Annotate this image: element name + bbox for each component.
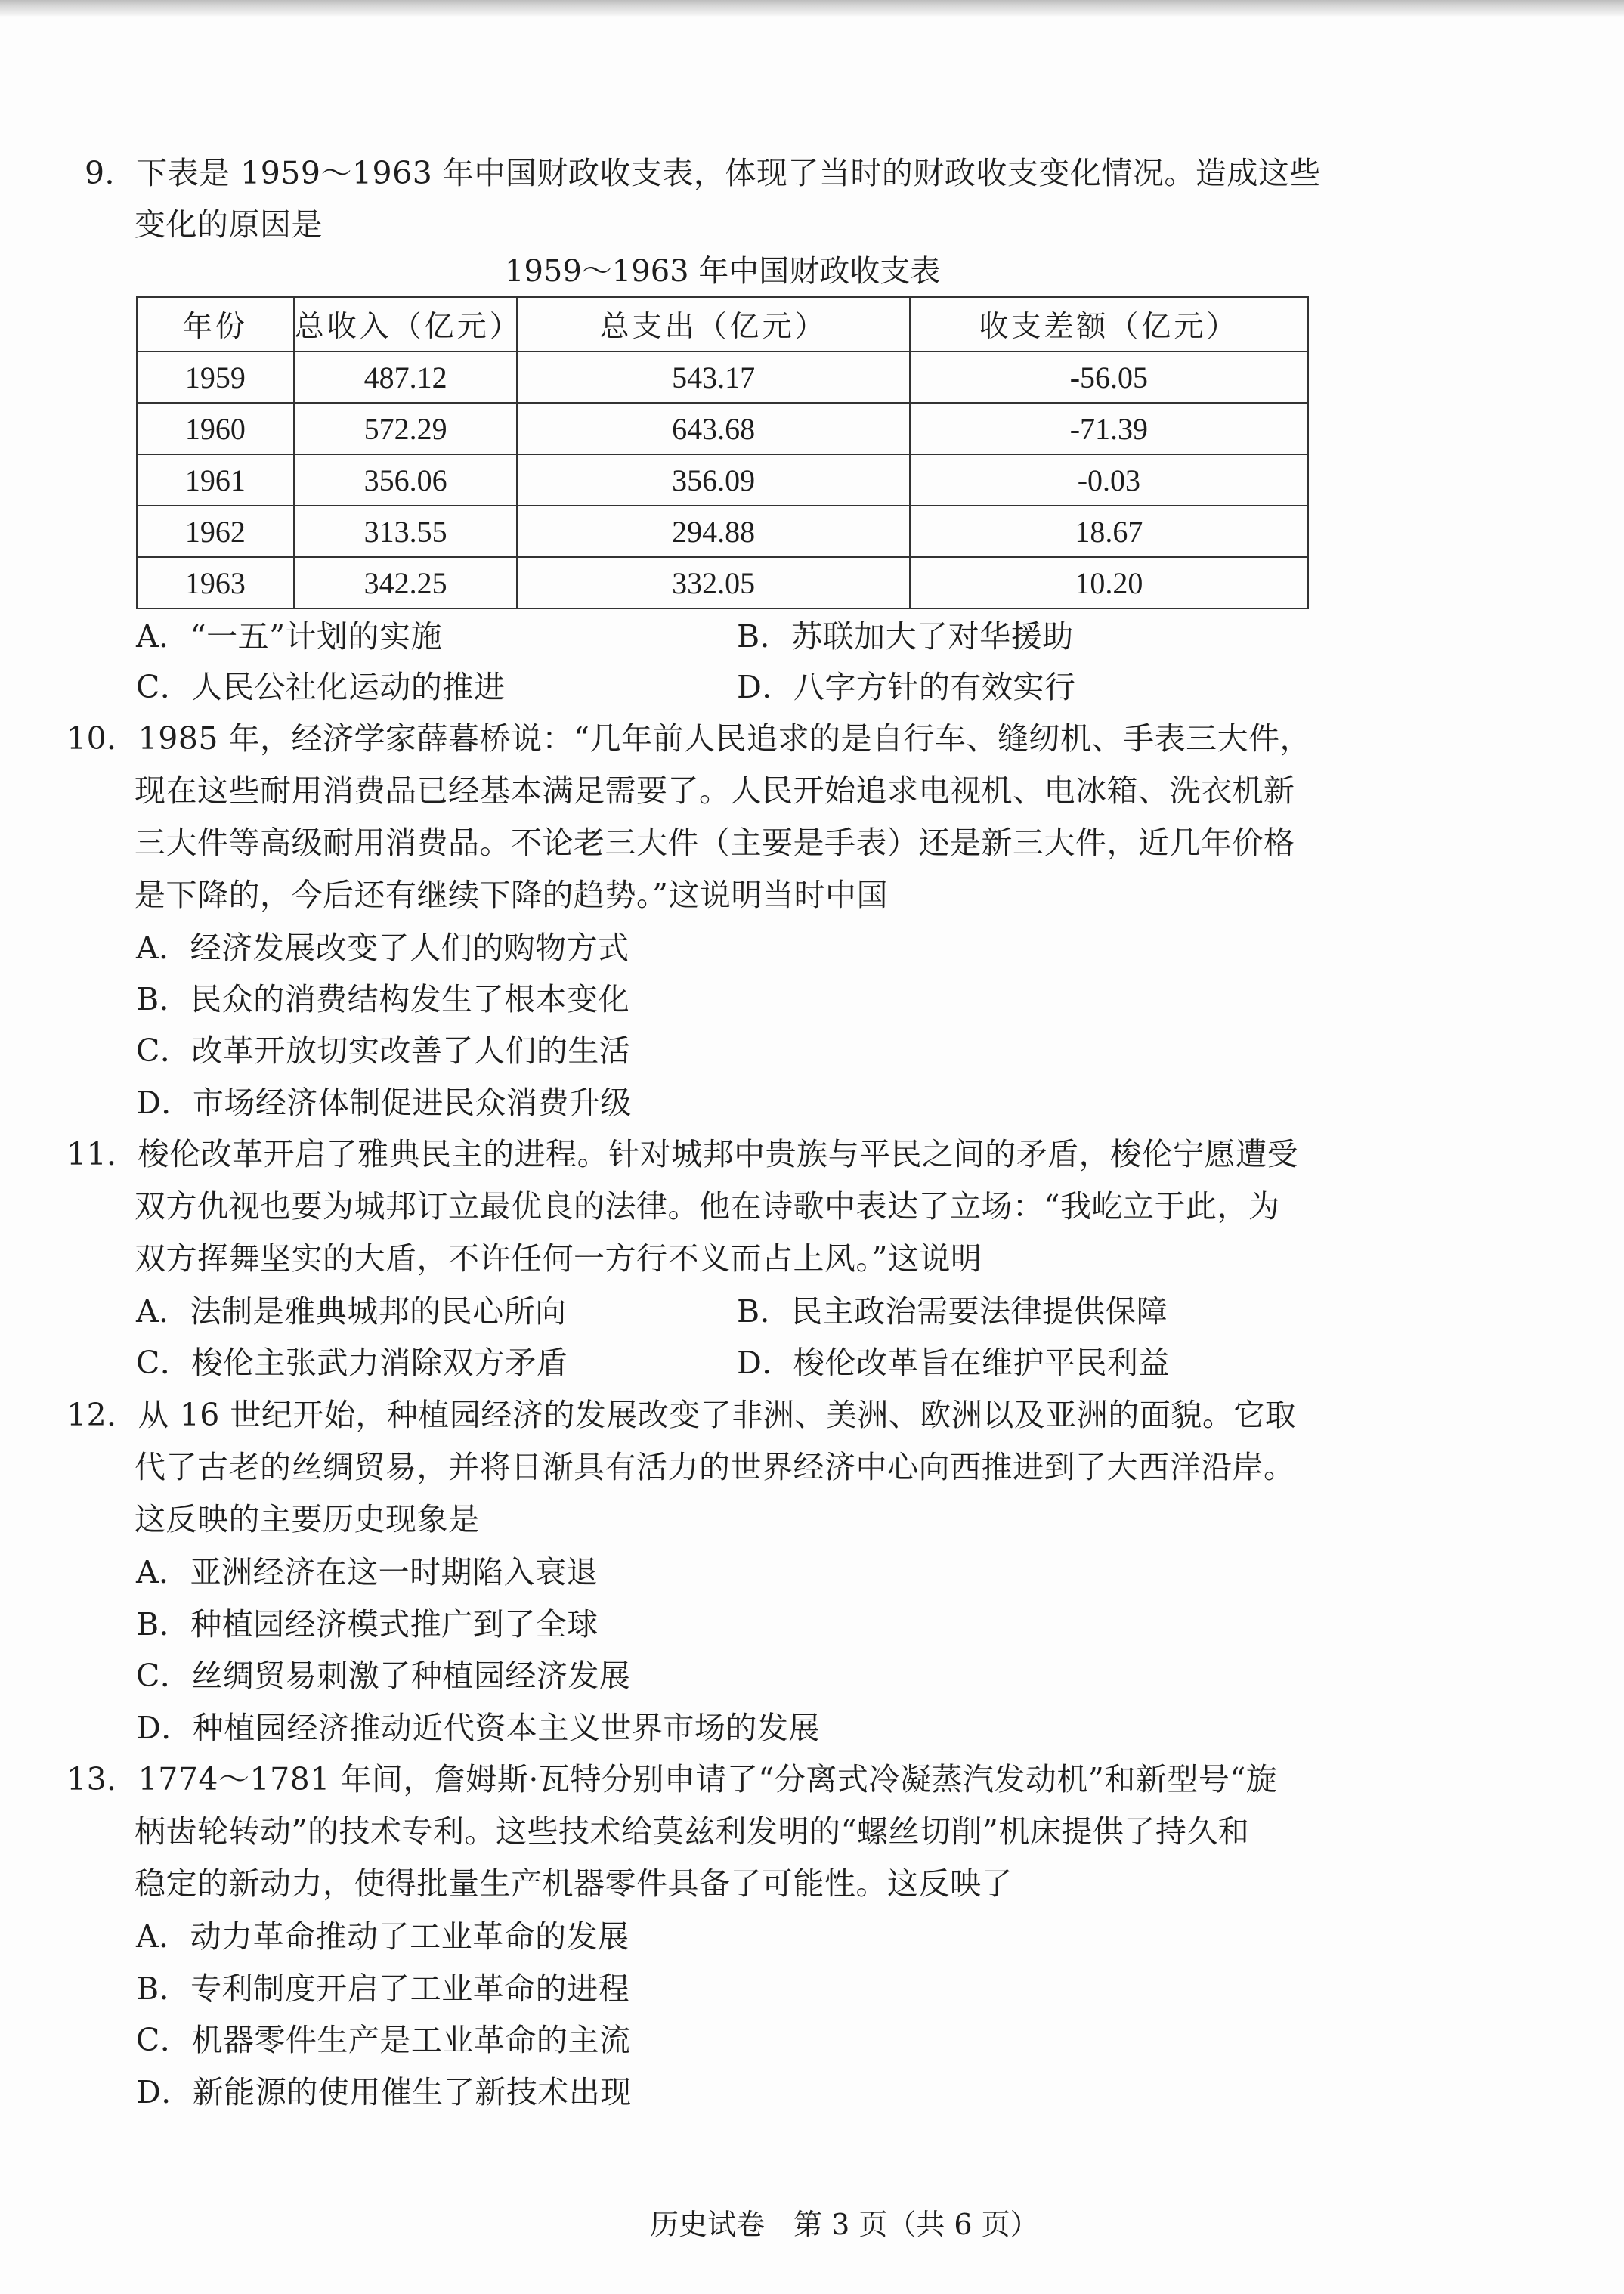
q9-option-a[interactable]: A．“一五”计划的实施	[136, 618, 443, 655]
q11-number: 11．	[67, 1136, 138, 1172]
q10-option-c[interactable]: C．改革开放切实改善了人们的生活	[136, 1032, 631, 1069]
q9-number: 9．	[85, 155, 137, 191]
finance-table	[136, 296, 1309, 609]
cell-year: 1961	[137, 454, 294, 506]
q13-option-c[interactable]: C．机器零件生产是工业革命的主流	[136, 2022, 631, 2058]
header-expenditure: 总支出（亿元）	[517, 297, 909, 351]
q12-option-b[interactable]: B．种植园经济模式推广到了全球	[136, 1606, 599, 1642]
q13-option-b[interactable]: B．专利制度开启了工业革命的进程	[136, 1970, 630, 2007]
q10-option-d[interactable]: D．市场经济体制促进民众消费升级	[136, 1085, 632, 1121]
q13-line3: 稳定的新动力，使得批量生产机器零件具备了可能性。这反映了	[135, 1865, 1013, 1902]
q10-number: 10．	[67, 720, 138, 757]
header-revenue: 总收入（亿元）	[294, 297, 518, 351]
q11-line2: 双方仇视也要为城邦订立最优良的法律。他在诗歌中表达了立场：“我屹立于此，为	[135, 1188, 1280, 1224]
cell-year: 1963	[137, 557, 294, 608]
table-row	[137, 454, 1308, 506]
q13-option-d[interactable]: D．新能源的使用催生了新技术出现	[136, 2074, 632, 2110]
cell-revenue: 342.25	[294, 557, 518, 608]
table-row	[137, 506, 1308, 557]
cell-revenue: 572.29	[294, 403, 518, 454]
cell-year: 1960	[137, 403, 294, 454]
q10-line4: 是下降的，今后还有继续下降的趋势。”这说明当时中国	[135, 877, 888, 913]
cell-expenditure: 643.68	[517, 403, 909, 454]
q9-option-c[interactable]: C．人民公社化运动的推进	[136, 669, 506, 705]
q12-line3: 这反映的主要历史现象是	[135, 1501, 480, 1537]
q10-option-b[interactable]: B．民众的消费结构发生了根本变化	[136, 981, 630, 1017]
q12-number: 12．	[67, 1397, 138, 1433]
q13-option-a[interactable]: A．动力革命推动了工业革命的发展	[136, 1918, 629, 1955]
cell-expenditure: 356.09	[517, 454, 909, 506]
cell-revenue: 487.12	[294, 351, 518, 403]
cell-balance: -56.05	[910, 351, 1308, 403]
q11-stem-1: 梭伦改革开启了雅典民主的进程。针对城邦中贵族与平民之间的矛盾，梭伦宁愿遭受	[138, 1136, 1299, 1172]
q13-stem-1: 1774～1781 年间，詹姆斯·瓦特分别申请了“分离式冷凝蒸汽发动机”和新型号“旋	[138, 1761, 1278, 1797]
q12-option-a[interactable]: A．亚洲经济在这一时期陷入衰退	[136, 1554, 599, 1590]
table-header-row	[137, 297, 1308, 351]
q12-stem-1: 从 16 世纪开始，种植园经济的发展改变了非洲、美洲、欧洲以及亚洲的面貌。它取	[138, 1397, 1297, 1433]
q13-number: 13．	[67, 1761, 138, 1797]
cell-balance: 18.67	[910, 506, 1308, 557]
cell-balance: -71.39	[910, 403, 1308, 454]
q10-line3: 三大件等高级耐用消费品。不论老三大件（主要是手表）还是新三大件，近几年价格	[135, 825, 1295, 861]
q11-line3: 双方挥舞坚实的大盾，不许任何一方行不义而占上风。”这说明	[135, 1240, 982, 1277]
q11-option-d[interactable]: D．梭伦改革旨在维护平民利益	[737, 1345, 1170, 1381]
q11-option-b[interactable]: B．民主政治需要法律提供保障	[737, 1293, 1168, 1330]
q12-option-c[interactable]: C．丝绸贸易刺激了种植园经济发展	[136, 1658, 631, 1694]
table-row	[137, 351, 1308, 403]
table-row	[137, 403, 1308, 454]
cell-revenue: 356.06	[294, 454, 518, 506]
q10-option-a[interactable]: A．经济发展改变了人们的购物方式	[136, 930, 629, 966]
q11-option-a[interactable]: A．法制是雅典城邦的民心所向	[136, 1293, 567, 1330]
q9-option-d[interactable]: D．八字方针的有效实行	[737, 669, 1076, 705]
q10-stem-1: 1985 年，经济学家薛暮桥说：“几年前人民追求的是自行车、缝纫机、手表三大件，	[138, 720, 1312, 757]
cell-expenditure: 332.05	[517, 557, 909, 608]
q13-line2: 柄齿轮转动”的技术专利。这些技术给莫兹利发明的“螺丝切削”机床提供了持久和	[135, 1813, 1250, 1850]
q13-line1	[67, 1757, 1277, 1801]
cell-balance: -0.03	[910, 454, 1308, 506]
cell-expenditure: 543.17	[517, 351, 909, 403]
page-footer: 历史试卷 第 3 页（共 6 页）	[650, 2208, 1039, 2241]
q11-line1	[67, 1132, 1298, 1176]
q9-table-title: 1959～1963 年中国财政收支表	[505, 254, 941, 289]
table-row	[137, 557, 1308, 608]
cell-balance: 10.20	[910, 557, 1308, 608]
cell-year: 1959	[137, 351, 294, 403]
cell-year: 1962	[137, 506, 294, 557]
q9-line1	[85, 151, 1321, 195]
q9-option-b[interactable]: B．苏联加大了对华援助	[737, 618, 1074, 655]
header-year: 年份	[137, 297, 294, 351]
q12-line1	[67, 1393, 1296, 1437]
q10-line1	[67, 717, 1311, 760]
q12-option-d[interactable]: D．种植园经济推动近代资本主义世界市场的发展	[136, 1710, 820, 1746]
q10-line2: 现在这些耐用消费品已经基本满足需要了。人民开始追求电视机、电冰箱、洗衣机新	[135, 772, 1295, 809]
cell-revenue: 313.55	[294, 506, 518, 557]
q9-line2: 变化的原因是	[135, 206, 323, 243]
q11-option-c[interactable]: C．梭伦主张武力消除双方矛盾	[136, 1345, 568, 1381]
cell-expenditure: 294.88	[517, 506, 909, 557]
q12-line2: 代了古老的丝绸贸易，并将日渐具有活力的世界经济中心向西推进到了大西洋沿岸。	[135, 1449, 1295, 1485]
header-balance: 收支差额（亿元）	[910, 297, 1308, 351]
q9-stem-1: 下表是 1959～1963 年中国财政收支表，体现了当时的财政收支变化情况。造成这些	[136, 155, 1321, 191]
